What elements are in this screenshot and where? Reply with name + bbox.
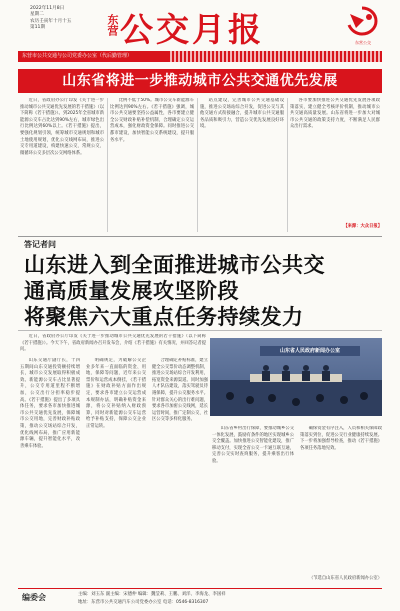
bus-company-logo-icon <box>342 6 382 40</box>
headline-article-2-line-2: 通高质量发展攻坚阶段 <box>24 279 239 303</box>
article-2-column-4: 山东省乡村出行保障，要推动城乡公交一体化发展，鼓励有条件的地区实现城乡公交全覆盖。加快推进公交智能化建设，推广移动支付，实现全省公交一卡通互联互通，完善公交实时查询服务，提升乘客出行体验。 <box>212 426 294 464</box>
article-2-source: （节选自山东省人民政府新闻办公室） <box>308 576 382 581</box>
photo-banner: 山东省人民政府新闻办公室 <box>260 346 360 356</box>
column-divider <box>287 98 288 232</box>
masthead-region: 东营 <box>106 14 119 36</box>
column-divider <box>197 98 198 232</box>
editorial-board-label: 编委会 <box>22 593 46 602</box>
footer <box>18 588 382 609</box>
address-phone: 地址：东营市公共交通汽车公司党委办公室 电话：0546-8316307 <box>78 600 209 605</box>
issue-number: 第11期 <box>30 25 46 31</box>
weekday: 星期二 <box>30 12 44 18</box>
photo-people-icon <box>210 362 382 416</box>
logo-text: 东营公交 <box>355 40 371 45</box>
editorial-staff: 主编：刘玉东 副主编：宋德仲 编辑：魏莹莉、王鹏、刘洋、李海龙、李国祥 <box>78 592 226 597</box>
article-2-column-5: 确保资金有序注入，人员和相关保障政策落实到位，促进公交行业健康持续发展。下一步将加强督导检查，推动《若干措施》各项任务落地见效。 <box>300 426 382 451</box>
section-divider <box>18 236 382 237</box>
article-1-source: 【来源：大众日报】 <box>343 224 382 229</box>
article-1-column-2: 比例不低于50%。城市公交车新能源车比例达到90%左右。《若干措施》强调，城市公共交通要坚持公益属性，各市要建立健全公交财政补贴补偿机制，合理确定公交运营成本，强化财政资金保障。同时推进公交都市建设，加快智能公交系统建设，提升服务水平。 <box>110 98 194 143</box>
article-1-column-3: 站点建设，完善城市公共交通基础设施，推进公交场站综合开发，促进公交与其他交通方式衔接融合，提升城市公共交通服务品质和吸引力，营造公交优先发展良好环境。 <box>200 98 284 130</box>
column-divider <box>107 98 108 232</box>
article-1-column-1: 近日，省政府办公厅印发《关于进一步推动城市公共交通优先发展的若干措施》（以下简称《若干措施》）。到2025年全省城市新能源公交车占比达到90%左右，城市绿色出行比例达到60%以上。《若干措施》提出，要强化规划引领，统筹城市交通规划和城市土地使用规划，优化公交线网布局，推进公交专用道建设，构建快速公交、常规公交、微循环公交多层次公交网络体系。 <box>20 98 104 156</box>
headline-article-2-line-1: 山东进入到全面推进城市公共交 <box>24 253 325 277</box>
date-block <box>30 6 100 32</box>
headline-article-1: 山东省将进一步推动城市公共交通优先发展 <box>18 69 382 93</box>
press-conference-photo <box>210 338 382 416</box>
masthead-title: 公交月报 <box>120 10 264 49</box>
article-2-column-2: 明确规定，为破解公交企业多年来一直面临的资金、用地、保障等问题，近年来公交票价和运营成本倒挂，《若干措施》在财政补贴方面作出规定，要求各市建立公交运营成本规制办法，明确补贴资金来源，将公交补贴纳入财政预算，同时对新能源公交车运营给予补贴支持，保障公交企业正常运转。 <box>86 358 146 429</box>
article-2-column-3: 合理确定补贴标准，建立健全公交票价动态调整机制，推进公交场站综合开发利用，拓宽资金来源渠道。同时加强人才队伍建设，落实驾驶员待遇保障，提升公交服务水平。针对群众关心的出行难问题，要求各市加密公交线网，延长运营时间，推广定制公交、社区公交等多样化服务。 <box>152 358 208 423</box>
headline-article-2-line-3: 将聚焦六大重点任务持续发力 <box>24 305 304 329</box>
article-2-lead: 近日，省政府办公厅印发《关于进一步推动城市公共交通优先发展的若干措施》（以下简称《若干措施》）。今天下午，省政府新闻办召开发布会，介绍《若干措施》有关情况，并回答记者提问。 <box>20 334 206 353</box>
issue-date: 2022年11月8日 <box>30 6 65 11</box>
kicker-label: 答记者问 <box>24 240 56 249</box>
article-2-column-1: 山东交通厅副厅长，十四五期间山东交通投资额持续增长，城市公交发展取得积极成效。新能源公交车占比显著提升，公交专用道里程不断增加，公交出行分担率稳步提高。《若干措施》提出了多项具体任务，要求各市加快推进城市公共交通优先发展，保障城市公交用地，完善财政补贴政策，推动公交场站综合开发，优化线网布局，推广应用新能源车辆，提升智能化水平，改善乘车体验。 <box>20 358 80 449</box>
section-divider <box>18 330 382 331</box>
masthead <box>100 10 340 50</box>
masthead-publisher-bar: 东营市公共交通与公司党委办公室（代后勤管理） <box>18 51 168 62</box>
masthead-decor-bar <box>168 51 382 62</box>
article-1-column-4: 各市要加快推进公共交通优先发展各项政策落实，建立健全考核评价机制，推动城市公共交通高质量发展。山东省将进一步加大对城市公共交通的政策支持力度，不断满足人民群众出行需求。 <box>290 98 380 130</box>
lunar-date: 农历壬寅年十月十五 <box>30 18 72 24</box>
